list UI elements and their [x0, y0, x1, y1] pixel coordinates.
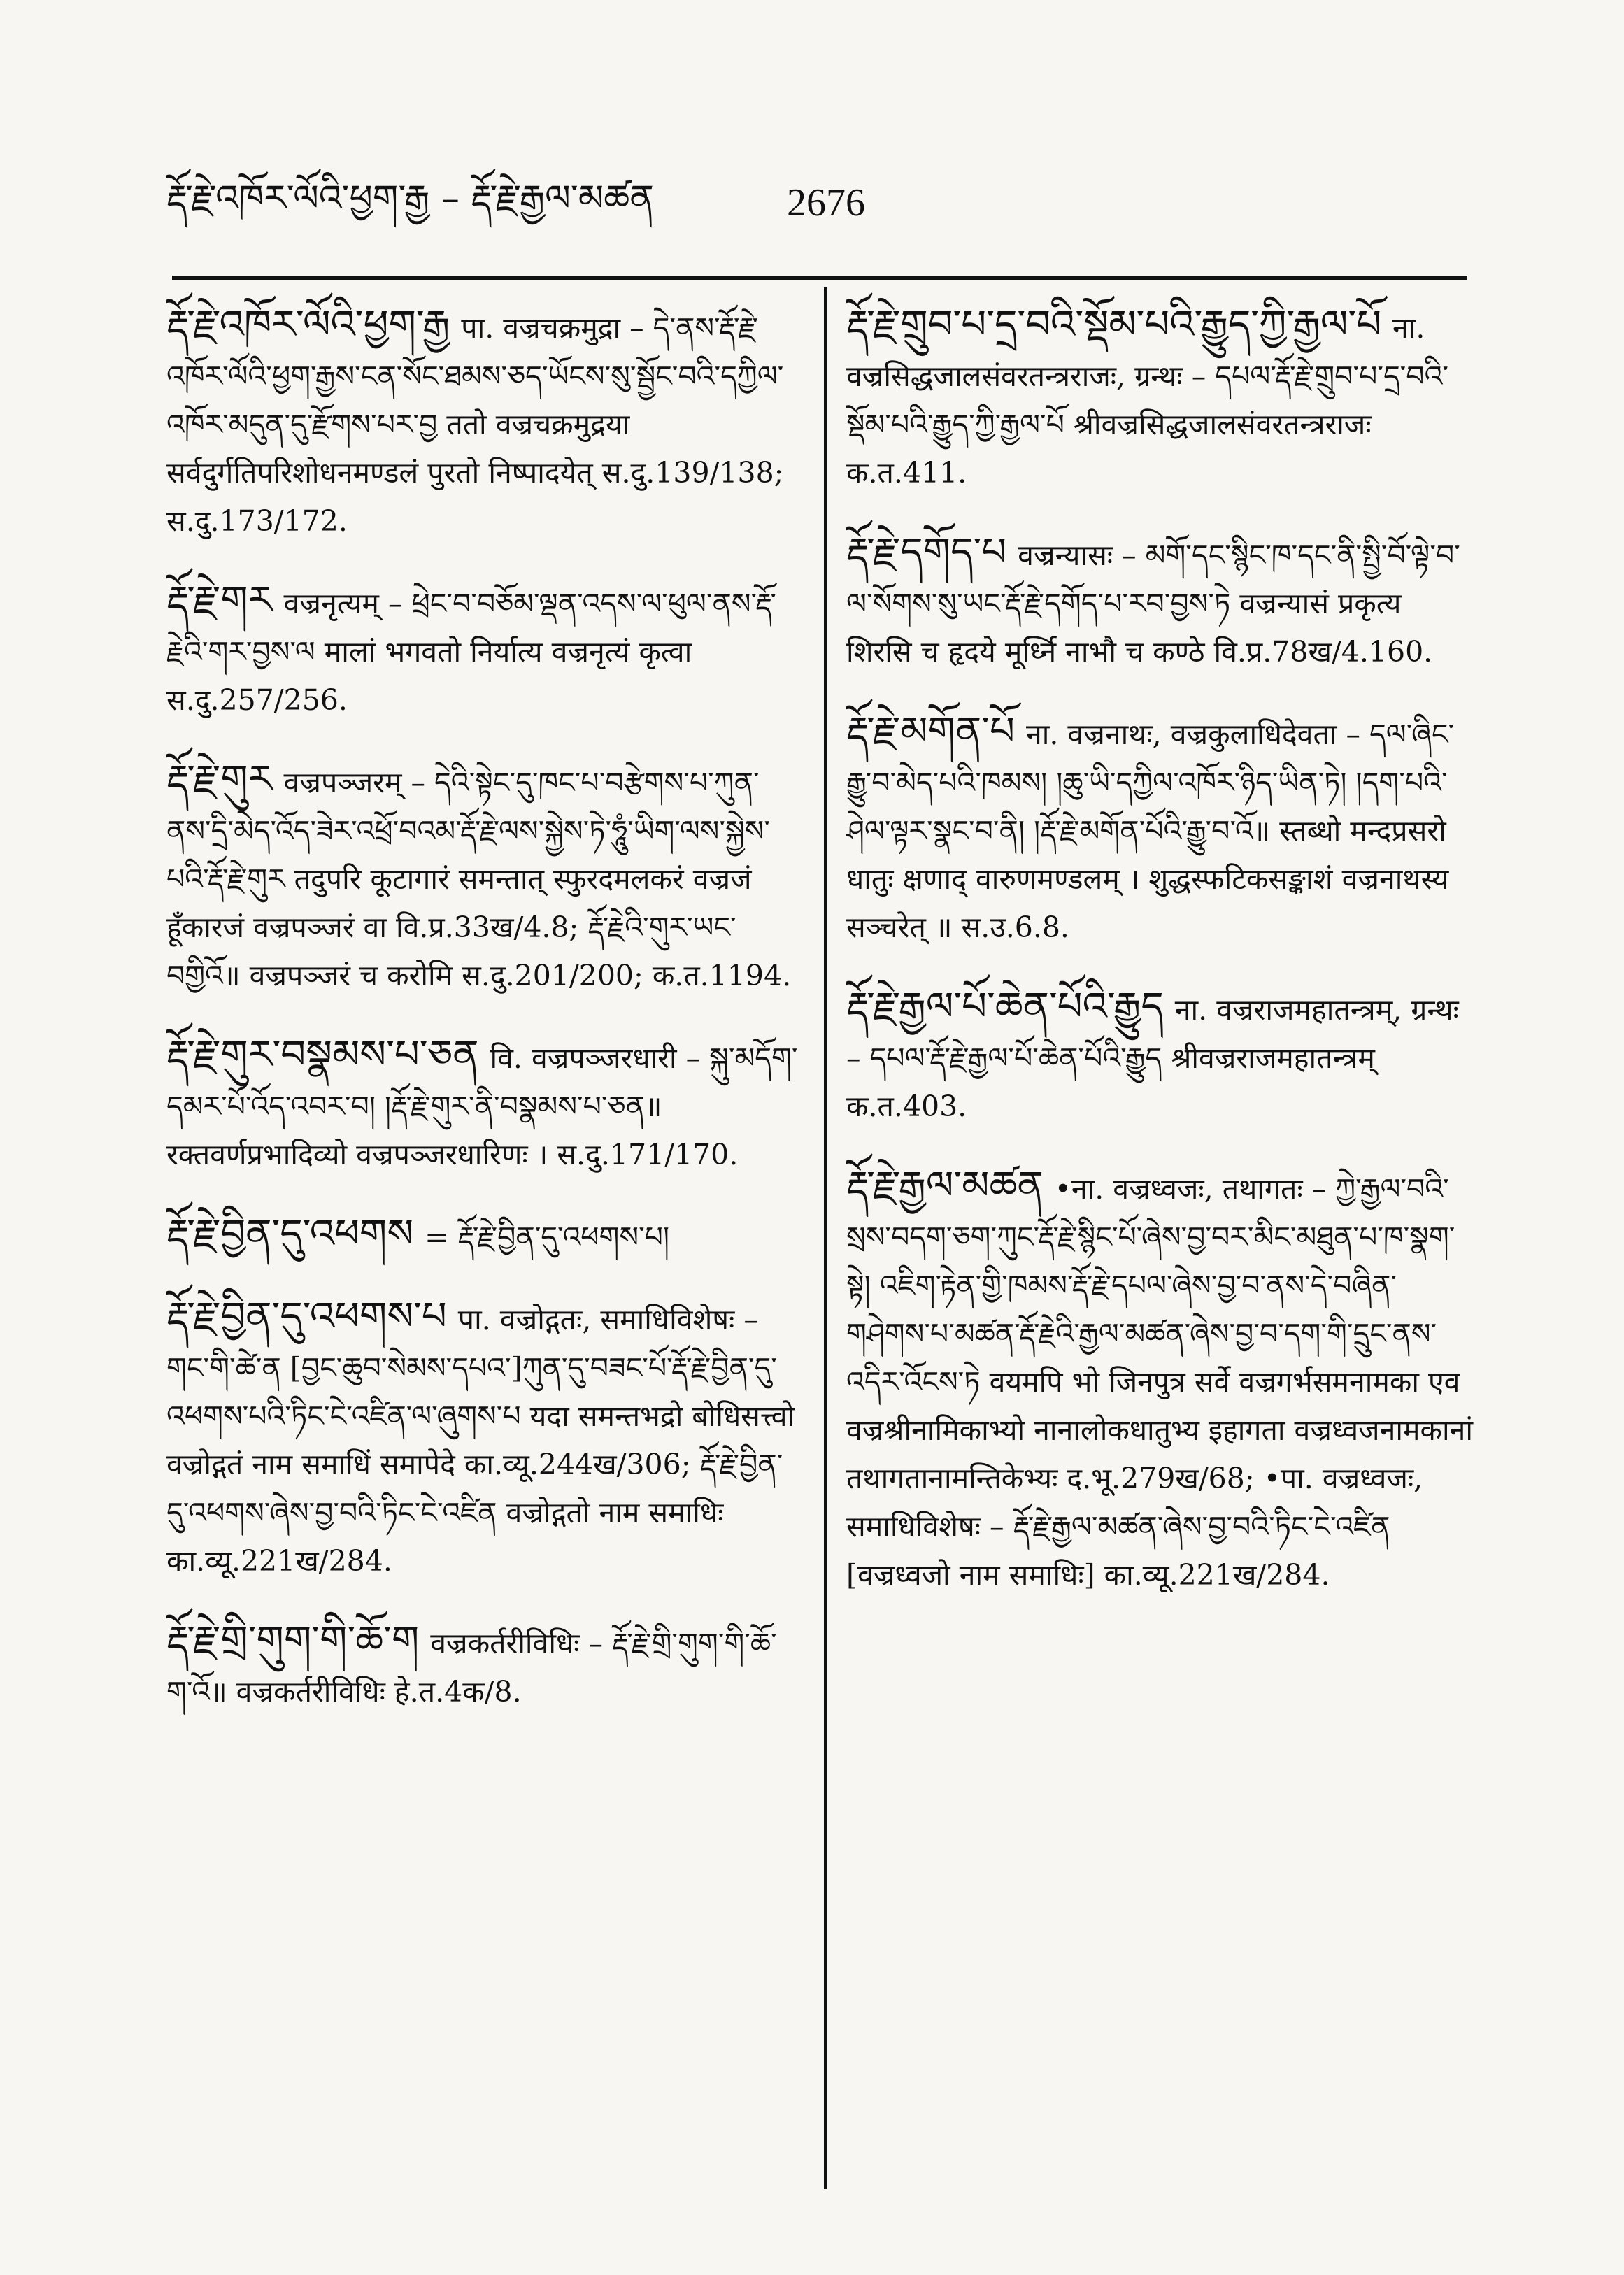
column-divider [824, 287, 827, 2189]
entry-headword: རྡོ་རྗེ་བྱིན་དུ་འཕགས་པ [166, 1294, 447, 1339]
entry-headword: རྡོ་རྗེ་བྱིན་དུ་འཕགས [166, 1211, 414, 1257]
entry-headword: རྡོ་རྗེ་རྒྱལ་པོ་ཆེན་པོའི་རྒྱུད [846, 984, 1164, 1029]
dictionary-entry [846, 528, 1476, 676]
dictionary-entry [166, 1031, 803, 1179]
entry-definition: वज्रनृत्यम् – ཕྲེང་བ་བཅོམ་ལྡན་འདས་ལ་ཕུལ་ནས་རྡོ་རྗེའི་གར་བྱས་ལ मालां भगवतो निर्यात्य वज्रनृत्यं कृत्वा स.दु.257/256. [166, 587, 776, 717]
dictionary-entry [846, 301, 1476, 497]
entry-definition: पा. वज्रचक्रमुद्रा – དེ་ནས་རྡོ་རྗེ་འཁོར་ལོའི་ཕྱག་རྒྱས་ངན་སོང་ཐམས་ཅད་ཡོངས་སུ་སྦྱོང་བའི་དཀྱིལ་འཁོར་མདུན་དུ་རྫོགས་པར་བྱ ततो वज्रचक्रमुद्रया सर्वदुर्गतिपरिशोधनमण्डलं पुरतो निष्पादयेत् स.दु.139/138; स.दु.173/172. [166, 311, 784, 538]
entry-definition: = རྡོ་རྗེ་བྱིན་དུ་འཕགས་པ། [425, 1220, 670, 1254]
dictionary-entry [166, 1210, 803, 1262]
entry-definition: वज्रन्यासः – མགོ་དང་སྙིང་ཁ་དང་ནི་སྤྱི་བོ་ལྟེ་བ་ལ་སོགས་སུ་ཡང་རྡོ་རྗེ་དགོད་པ་རབ་བྱས་ཏེ वज्रन्यासं प्रकृत्य शिरसि च हृदये मूर्ध्नि नाभौ च कण्ठे वि.प्र.78ख/4.160. [846, 539, 1460, 669]
dictionary-entry [846, 707, 1476, 952]
entry-definition: ना. वज्रराजमहातन्त्रम्, ग्रन्थः – དཔལ་རྡོ་རྗེ་རྒྱལ་པོ་ཆེན་པོའི་རྒྱུད श्रीवज्रराजमहातन्त्रम् क.त.403. [846, 993, 1459, 1123]
entry-definition: वज्रकर्तरीविधिः – རྡོ་རྗེ་གྲི་གུག་གི་ཆོ་ག་འོ॥ वज्रकर्तरीविधिः हे.त.4क/8. [166, 1627, 777, 1709]
entry-headword: རྡོ་རྗེ་དགོད་པ [846, 529, 1007, 575]
entry-definition: पा. वज्रोद्गतः, समाधिविशेषः – གང་གི་ཚེ་ན [བྱང་ཆུབ་སེམས་དཔའ་]ཀུན་དུ་བཟང་པོ་རྡོ་རྗེ་བྱིན་དུ་འཕགས་པའི་ཏིང་ངེ་འཛིན་ལ་ཞུགས་པ यदा समन्तभद्रो बोधिसत्त्वो वज्रोद्गतं नाम समाधिं समापेदे का.व्यू.244ख/306; རྡོ་རྗེ་བྱིན་དུ་འཕགས་ཞེས་བྱ་བའི་ཏིང་ངེ་འཛིན वज्रोद्गतो नाम समाधिः का.व्यू.221ख/284. [166, 1303, 795, 1578]
entry-headword: རྡོ་རྗེ་གུར [166, 757, 273, 802]
entry-headword: རྡོ་རྗེ་གར [166, 578, 273, 623]
entry-definition: •ना. वज्रध्वजः, तथागतः – ཀྱེ་རྒྱལ་བའི་སྲས་བདག་ཅག་ཀུང་རྡོ་རྗེ་སྙིང་པོ་ཞེས་བྱ་བར་མིང་མཐུན་པ་ཁ་སྣག་སྟེ། འཇིག་རྟེན་གྱི་ཁམས་རྡོ་རྗེ་དཔལ་ཞེས་བྱ་བ་ནས་དེ་བཞིན་གཤེགས་པ་མཚན་རྡོ་རྗེའི་རྒྱལ་མཚན་ཞེས་བྱ་བ་དག་གི་དྲུང་ནས་འདིར་འོངས་ཏེ वयमपि भो जिनपुत्र सर्वे वज्रगर्भसमनामका एव वज्रश्रीनामिकाभ्यो नानालोकधातुभ्य इहागता वज्रध्वजनामकानां तथागतानामन्तिकेभ्यः द.भू.279ख/68; •पा. वज्रध्वजः, समाधिविशेषः – རྡོ་རྗེ་རྒྱལ་མཚན་ཞེས་བྱ་བའི་ཏིང་ངེ་འཛིན [वज्रध्वजो नाम समाधिः] का.व्यू.221ख/284. [846, 1172, 1473, 1592]
entry-definition: ना. वज्रनाथः, वज्रकुलाधिदेवता – དལ་ཞིང་རྒྱུ་བ་མེད་པའི་ཁམས། །ཆུ་ཡི་དཀྱིལ་འཁོར་ཉིད་ཡིན་ཏེ། །དག་པའི་ཤེལ་ལྟར་སྣང་བ་ནི། །རྡོ་རྗེ་མགོན་པོའི་རྒྱུ་བ་འོ॥ स्तब्धो मन्दप्रसरो धातुः क्षणाद् वारुणमण्डलम् । शुद्धस्फटिकसङ्काशं वज्रनाथस्य सञ्चरेत् ॥ स.उ.6.8. [846, 718, 1455, 944]
header-rule [172, 276, 1467, 280]
dictionary-entry [846, 983, 1476, 1131]
right-column [846, 301, 1476, 1630]
left-column [166, 301, 803, 1747]
dictionary-entry [846, 1162, 1476, 1599]
entry-definition: ना. वज्रसिद्धजालसंवरतन्त्रराजः, ग्रन्थः – དཔལ་རྡོ་རྗེ་གྲུབ་པ་དྲ་བའི་སྡོམ་པའི་རྒྱུད་ཀྱི་རྒྱལ་པོ श्रीवज्रसिद्धजालसंवरतन्त्रराजः क.त.411. [846, 311, 1449, 490]
dictionary-entry [166, 1292, 803, 1585]
entry-headword: རྡོ་རྗེ་གུར་བསྣམས་པ་ཅན [166, 1032, 479, 1078]
entry-headword: རྡོ་རྗེ་མགོན་པོ [846, 708, 1015, 754]
dictionary-entry [166, 576, 803, 725]
entry-definition: वि. वज्रपञ्जरधारी – སྐུ་མདོག་དམར་པོ་འོད་འབར་བ། །རྡོ་རྗེ་གུར་ནི་བསྣམས་པ་ཅན॥ रक्तवर्णप्रभादिव्यो वज्रपञ्जरधारिणः । स.दु.171/170. [166, 1041, 798, 1171]
entry-headword: རྡོ་རྗེ་རྒྱལ་མཚན [846, 1163, 1044, 1208]
dictionary-entry [166, 1616, 803, 1716]
entry-headword: རྡོ་རྗེ་གྲུབ་པ་དྲ་བའི་སྡོམ་པའི་རྒྱུད་ཀྱི་རྒྱལ་པོ [846, 302, 1382, 348]
entry-headword: རྡོ་རྗེ་འཁོར་ལོའི་ཕྱག་རྒྱ [166, 302, 450, 348]
entry-headword: རྡོ་རྗེ་གྲི་གུག་གི་ཆོ་ག [166, 1618, 420, 1663]
running-header-title: རྡོ་རྗེ་འཁོར་ལོའི་ཕྱག་རྒྱ – རྡོ་རྗེ་རྒྱལ་མཚན [166, 178, 654, 220]
page-number: 2676 [787, 181, 865, 224]
dictionary-entry [166, 301, 803, 545]
entry-definition: वज्रपञ्जरम् – དེའི་སྟེང་དུ་ཁང་པ་བརྩེགས་པ་ཀུན་ནས་དྲི་མེད་འོད་ཟེར་འཕྲོ་བའམ་རྡོ་རྗེ་ལས་སྐྱེས་ཏེ་ཧཱུཾ་ཡིག་ལས་སྐྱེས་པའི་རྡོ་རྗེ་གུར तदुपरि कूटागारं समन्तात् स्फुरदमलकरं वज्रजं हूँकारजं वज्रपञ्जरं वा वि.प्र.33ख/4.8; རྡོ་རྗེའི་གུར་ཡང་བགྱིའོ॥ वज्रपञ्जरं च करोमि स.दु.201/200; क.त.1194. [166, 766, 792, 992]
dictionary-entry [166, 755, 803, 1000]
